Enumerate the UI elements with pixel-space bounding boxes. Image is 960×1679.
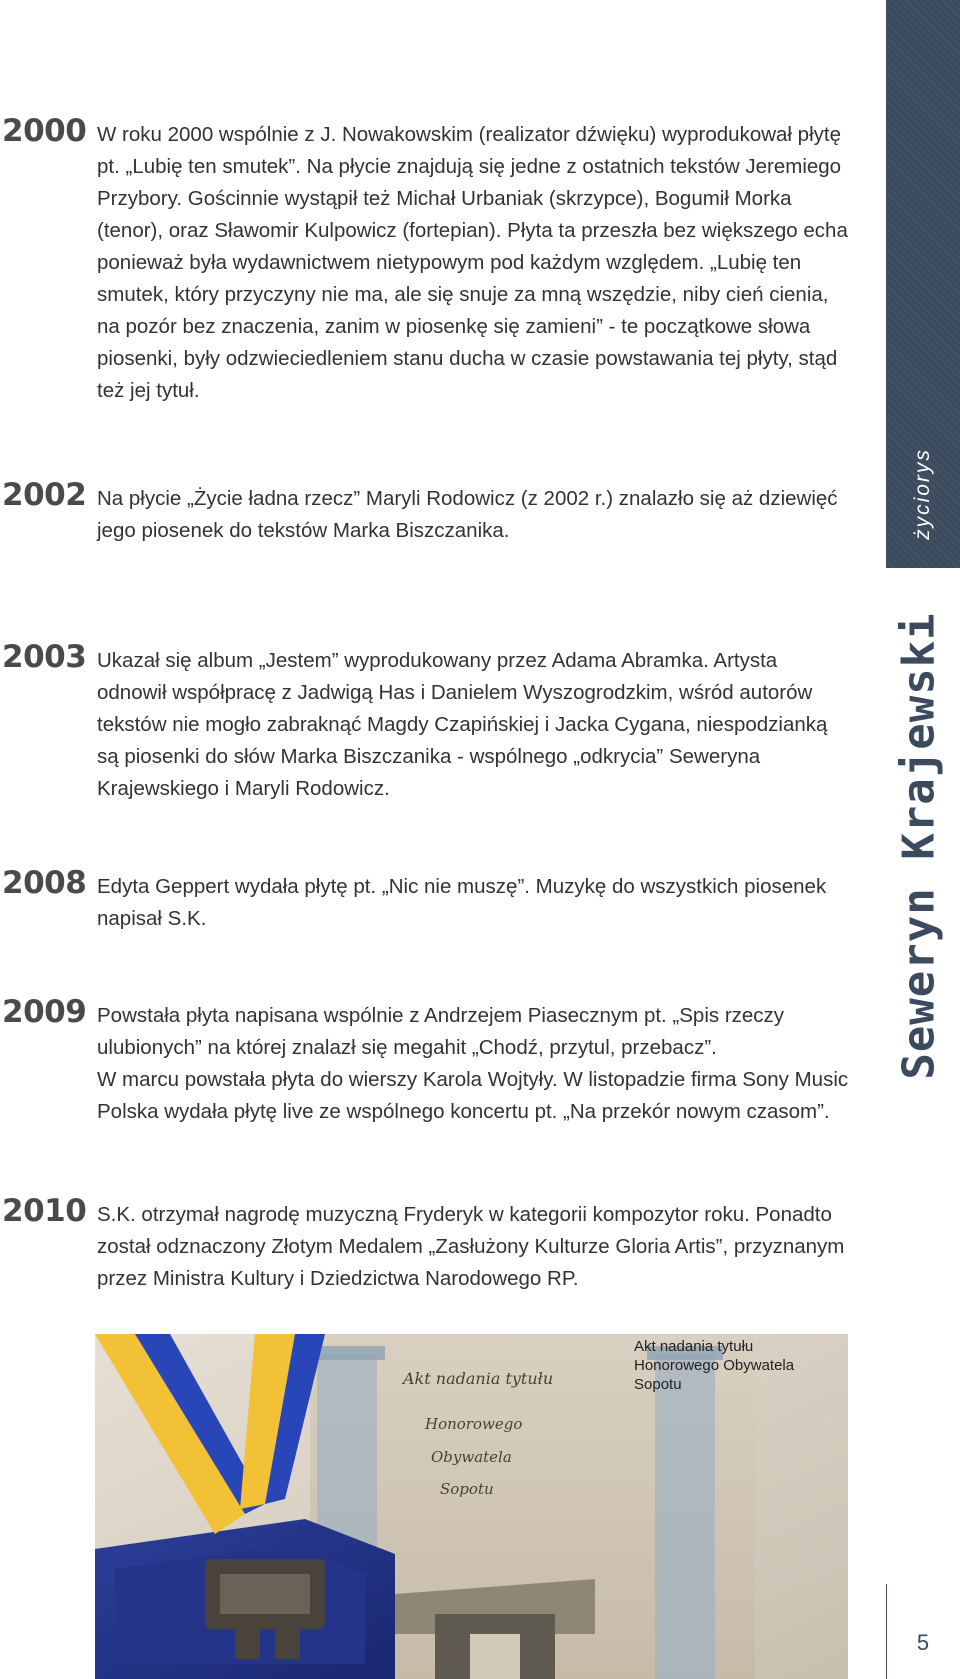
caption-line: Honorowego Obywatela Sopotu bbox=[634, 1357, 795, 1393]
entry-paragraph: Powstała płyta napisana wspólnie z Andrzejem Piasecznym pt. „Spis rzeczy ulubionych” na której znalazł się megahit „Chodź, przytul, przebacz”. bbox=[97, 1004, 785, 1059]
entry-paragraph: W roku 2000 wspólnie z J. Nowakowskim (realizator dźwięku) wyprodukował płytę pt. „Lubię ten smutek”. Na płycie znajdują się jedne z ostatnich tekstów Jeremiego Przybory. Gościnnie wystąpił też Michał Urbaniak (skrzypce), Bogumił Morka (tenor), oraz Sławomir Kulpowicz (fortepian). Płyta ta przeszła bez większego echa ponieważ była wydawnictwem nietypowym pod każdym względem. „Lubię ten smutek, który przyczyny nie ma, ale się snuje za mną wszędzie, niby cień cienia, na pozór bez znaczenia, zanim w piosenkę się zamieni” - te początkowe słowa piosenki, były odzwieciedleniem stanu ducha w czasie powstawania tej płyty, stąd też jej tytuł. bbox=[97, 123, 848, 402]
entry-paragraph: W marcu powstała płyta do wierszy Karola Wojtyły. W listopadzie firma Sony Music Polska wydała płytę live ze wspólnego koncertu pt. „Na przekór nowym czasom”. bbox=[97, 1068, 849, 1123]
section-tab bbox=[886, 0, 960, 568]
entry-text bbox=[97, 483, 849, 547]
year-label: 2010 bbox=[2, 1193, 87, 1229]
entry-paragraph: Edyta Geppert wydała płytę pt. „Nic nie muszę”. Muzykę do wszystkich piosenek napisał S.K. bbox=[97, 875, 827, 930]
year-label: 2009 bbox=[2, 994, 87, 1030]
artist-name: Seweryn Krajewski bbox=[893, 612, 945, 1080]
year-label: 2002 bbox=[2, 477, 87, 513]
page-number: 5 bbox=[916, 1630, 930, 1655]
certificate-title-line: Obywatela bbox=[431, 1448, 512, 1466]
section-label: życiorys bbox=[911, 448, 934, 540]
entry-text bbox=[97, 871, 849, 935]
sidebar bbox=[886, 0, 960, 1679]
certificate-title-line: Sopotu bbox=[440, 1480, 494, 1498]
year-label: 2000 bbox=[2, 113, 87, 149]
entry-text bbox=[97, 1000, 849, 1128]
certificate-title-line: Akt nadania tytułu bbox=[403, 1369, 554, 1388]
year-label: 2008 bbox=[2, 865, 87, 901]
certificate-title-line: Honorowego bbox=[425, 1415, 523, 1433]
entry-text bbox=[97, 1199, 849, 1295]
entry-paragraph: Ukazał się album „Jestem” wyprodukowany przez Adama Abramka. Artysta odnowił współpracę z Jadwigą Has i Danielem Wyszogrodzkim, wśród autorów tekstów nie mogło zabraknąć Magdy Czapińskiej i Jacka Cygana, niespodzianką są piosenki do słów Marka Biszczanika - wspólnego „odkrycia” Seweryna Krajewskiego i Maryli Rodowicz. bbox=[97, 649, 828, 800]
entry-text bbox=[97, 645, 849, 805]
entry-paragraph: Na płycie „Życie ładna rzecz” Maryli Rodowicz (z 2002 r.) znalazło się aż dziewięć jego piosenek do tekstów Marka Biszczanika. bbox=[97, 487, 838, 542]
entry-text bbox=[97, 119, 849, 407]
year-label: 2003 bbox=[2, 639, 87, 675]
caption-line: Akt nadania tytułu bbox=[634, 1338, 754, 1355]
entry-paragraph: S.K. otrzymał nagrodę muzyczną Fryderyk w kategorii kompozytor roku. Ponadto został odznaczony Złotym Medalem „Zasłużony Kulturze Gloria Artis”, przyznanym przez Ministra Kultury i Dziedzictwa Narodowego RP. bbox=[97, 1203, 845, 1290]
photo-caption bbox=[634, 1337, 834, 1394]
